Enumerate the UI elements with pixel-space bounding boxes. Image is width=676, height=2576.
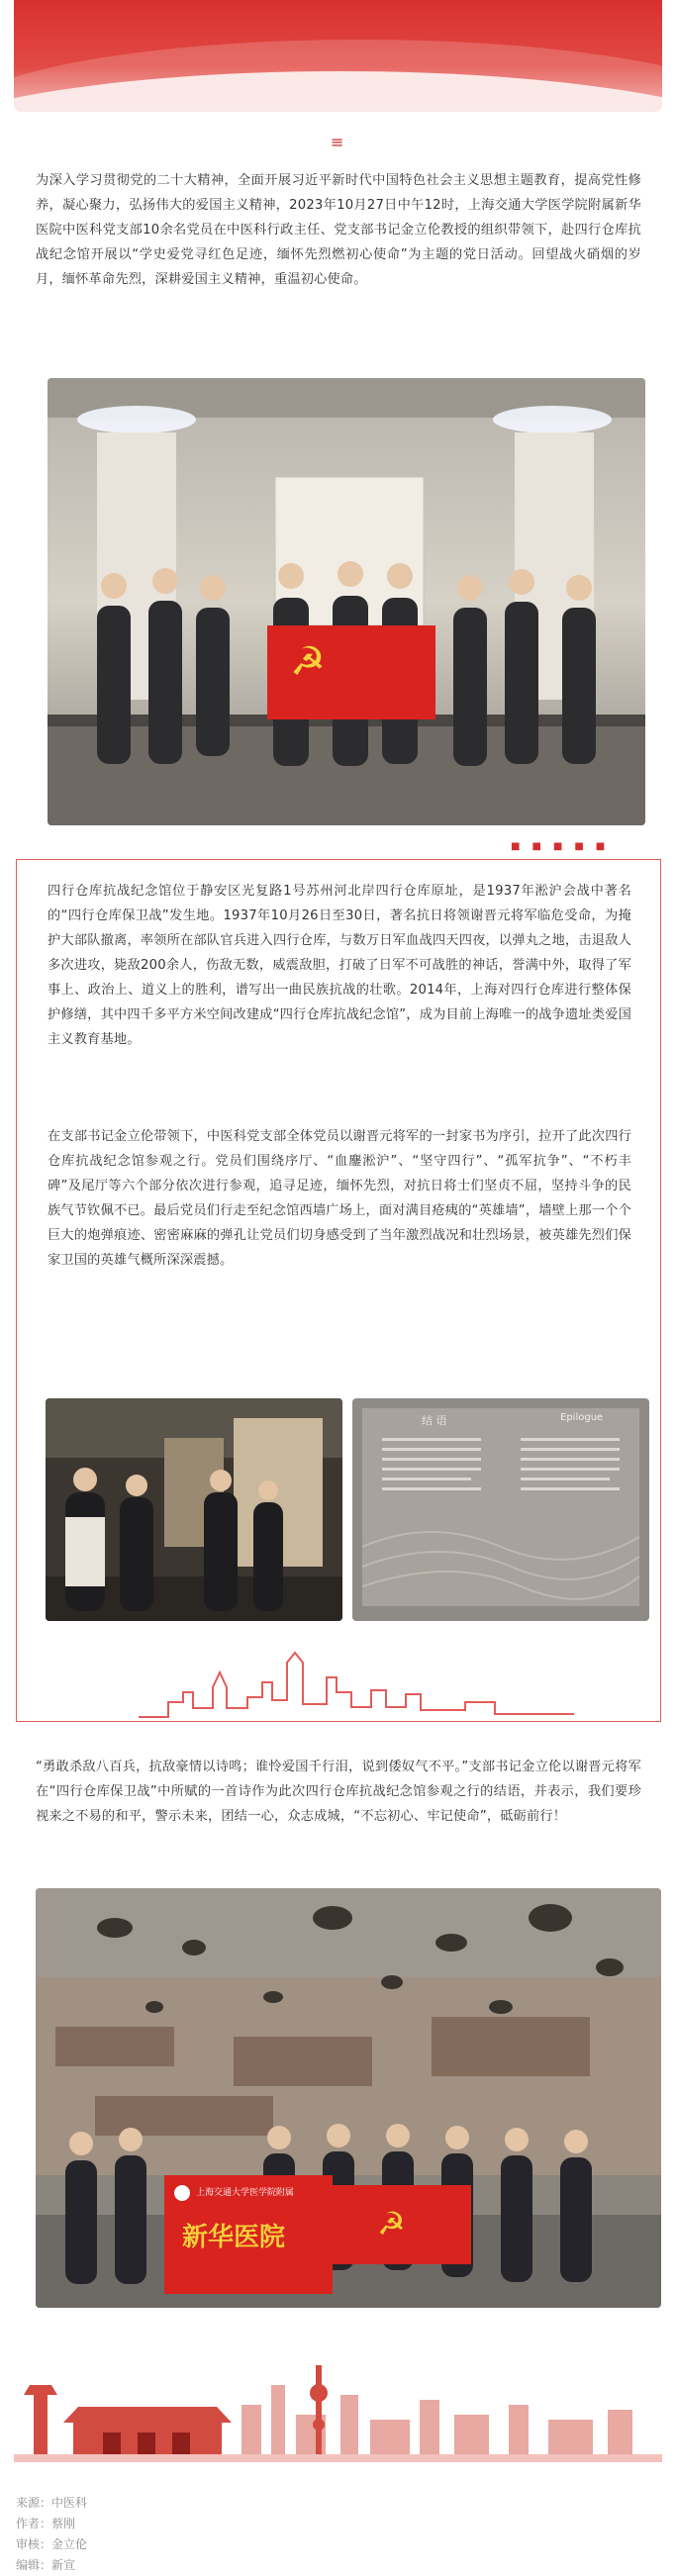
svg-text:☭: ☭	[377, 2205, 406, 2242]
svg-text:☭: ☭	[290, 639, 326, 685]
hero-wall-group-photo	[36, 1888, 661, 2308]
epilogue-panel-photo	[352, 1398, 649, 1621]
history-paragraph-2: 在支部书记金立伦带领下，中医科党支部全体党员以谢晋元将军的一封家书为序引，拉开了此次四行仓库抗战纪念馆参观之行。党员们围绕序厅、“血鏖淞沪”、“坚守四行”、“孤军抗争”、“不朽丰碑”及尾厅等六个部分依次进行参观，追寻足迹，缅怀先烈，对抗日将士们坚贞不屈，坚持斗争的民族气节钦佩不已。最后党员们行走至纪念馆西墙广场上，面对满目疮痍的“英雄墙”，墙壁上那一个个巨大的炮弹痕迹、密密麻麻的弹孔让党员们切身感受到了当年激烈战况和壮烈场景，被英雄先烈们保家卫国的英雄气概所深深震撼。	[48, 1129, 631, 1268]
banner-hospital-text: 新华医院	[182, 2223, 286, 2252]
meta-editor: 编辑：新宣	[16, 2558, 76, 2572]
skyline-line-art	[139, 1643, 574, 1726]
group-photo-hall	[48, 378, 645, 825]
intro-paragraph: 为深入学习贯彻党的二十大精神，全面开展习近平新时代中国特色社会主义思想主题教育，提高党性修养，凝心聚力，弘扬伟大的爱国主义精神，2023年10月27日中午12时，上海交通大学医学院附属新华医院中医科党支部10余名党员在中医科行政主任、党支部书记金立伦教授的组织带领下，赴四行仓库抗战纪念馆开展以“学史爱党寻红色足迹，缅怀先烈燃初心使命”为主题的党日活动。回望战火硝烟的岁月，缅怀革命先烈，深耕爱国主义精神，重温初心使命。	[36, 173, 641, 287]
meta-author: 作者：蔡刚	[16, 2517, 76, 2530]
epilogue-subtitle: Epilogue	[560, 1412, 604, 1423]
exhibit-visit-photo	[46, 1398, 342, 1621]
epilogue-title: 结 语	[422, 1414, 447, 1427]
banner-school-text: 上海交通大学医学院附属	[196, 2188, 295, 2198]
header-banner	[14, 0, 662, 112]
history-paragraph-1: 四行仓库抗战纪念馆位于静安区光复路1号苏州河北岸四行仓库原址，是1937年淞沪会战中著名的“四行仓库保卫战”发生地。1937年10月26日至30日，著名抗日将领谢晋元将军临危受命，为掩护大部队撤离，率领所在部队官兵进入四行仓库，与数万日军血战四天四夜，以弹丸之地，击退敌人多次进攻，毙敌200余人，伤敌无数，威震敌胆，打破了日军不可战胜的神话，誉满中外，取得了军事上、政治上、道义上的胜利，谱写出一曲民族抗战的壮歌。2014年，上海对四行仓库进行整体保护修缮，其中四千多平方米空间改建成“四行仓库抗战纪念馆”，成为目前上海唯一的战争遗址类爱国主义教育基地。	[48, 884, 631, 1047]
meta-reviewer: 审核：金立伦	[16, 2537, 88, 2551]
closing-paragraph: “勇敢杀敌八百兵，抗敌豪情以诗鸣；谁怜爱国千行泪，说到倭奴气不平。”支部书记金立伦以谢晋元将军在“四行仓库保卫战”中所赋的一首诗作为此次四行仓库抗战纪念馆参观之行的结语，并表示，我们要珍视来之不易的和平，警示未来，团结一心，众志成城，“不忘初心、牢记使命”，砥砺前行！	[36, 1760, 641, 1824]
footer-skyline-illustration	[14, 2345, 662, 2473]
menu-icon: ≡	[331, 133, 344, 151]
meta-source: 来源：中医科	[16, 2496, 88, 2510]
decorative-dots: ■■■■■	[511, 841, 618, 852]
